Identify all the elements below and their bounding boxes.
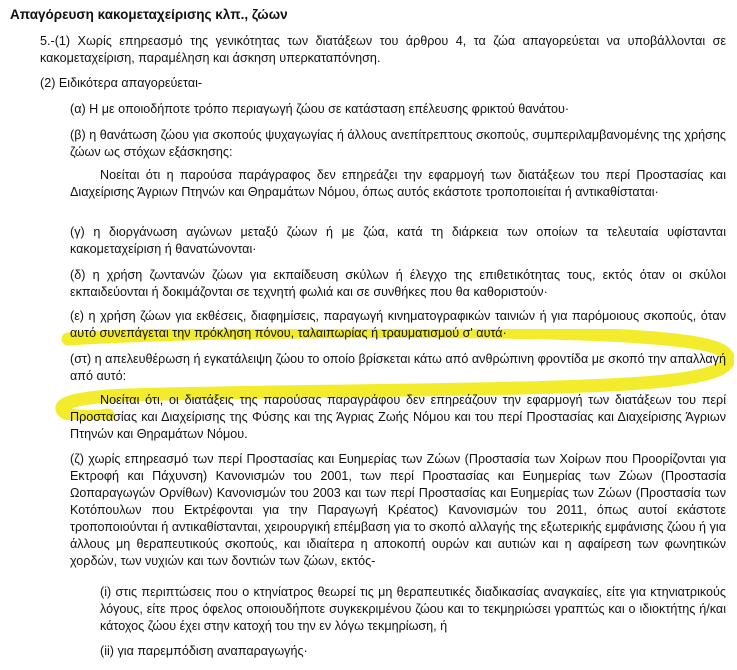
subitem-ii: (ii) για παρεμπόδιση αναπαραγωγής· xyxy=(100,644,308,658)
subitem-i: (i) στις περιπτώσεις που ο κτηνίατρος θεωρεί τις μη θεραπευτικές διαδικασίας αναγκαίες, είτε για κτηνιατρικούς λόγους, είτε προς όφελος οποιουδήποτε συγκεκριμένου ζώου και το τεκμηριώσει γραπτώς και ο ιδιοκτήτης ή/και κάτοχος ζώου έχει στην κατοχή του την εν λόγω τεκμηρίωση, ή xyxy=(100,585,726,633)
item-st-proviso: Νοείται ότι, οι διατάξεις της παρούσας παραγράφου δεν επηρεάζουν την εφαρμογή των διατάξεων του περί Προστασίας και Διαχείρισης της Φύσης και της Άγριας Ζωής Νόμου και του περί Προστασίας και Διαχείρισης Άγριων Πτηνών και Θηραμάτων Νόμου. xyxy=(70,393,726,441)
item-b: (β) η θανάτωση ζώου για σκοπούς ψυχαγωγίας ή άλλους ανεπίτρεπτους σκοπούς, συμπεριλαμβανομένης της χρήσης ζώων ως στόχων εξάσκησης: xyxy=(70,128,726,159)
item-a: (α) Η με οποιοδήποτε τρόπο περιαγωγή ζώου σε κατάσταση επέλευσης φρικτού θανάτου· xyxy=(70,102,570,116)
paragraph-5-1: 5.-(1) Χωρίς επηρεασμό της γενικότητας των διατάξεων του άρθρου 4, τα ζώα απαγορεύεται να υποβάλλονται σε κακομεταχείριση, παραμέληση και άσκηση υπερκαταπόνηση. xyxy=(40,34,726,65)
item-c: (γ) η διοργάνωση αγώνων μεταξύ ζώων ή με ζώα, κατά τη διάρκεια των οποίων τα τελευταία υφίστανται κακομεταχείριση ή θανατώνονται· xyxy=(70,225,726,256)
paragraph-2-intro: (2) Ειδικότερα απαγορεύεται- xyxy=(40,76,203,90)
item-d: (δ) η χρήση ζωντανών ζώων για εκπαίδευση σκύλων ή έλεγχο της επιθετικότητας τους, εκτός όταν οι σκύλοι εκπαιδεύονται ή δοκιμάζονται σε τεχνητή φωλιά και σε συνθήκες που θα καθοριστούν· xyxy=(70,268,726,299)
item-z: (ζ) χωρίς επηρεασμό των περί Προστασίας και Ευημερίας των Ζώων (Προστασία των Χοίρων που Προορίζονται για Εκτροφή και Πάχυνση) Κανονισμών του 2001, των περί Προστασίας και Ευημερίας των Ζώων (Προστασία Ωοπαραγωγών Ορνίθων) Κανονισμών του 2003 και των περί Προστασίας και Ευημερίας των Ζώων (Προστασία των Κοτόπουλων που Εκτρέφονται για την Παραγωγή Κρέατος) Κανονισμών του 2011, όπως αυτοί εκάστοτε τροποποιούνται ή αντικαθίστανται, χειρουργική επέμβαση για το σκοπό αλλαγής της εξωτερικής εμφάνισης ζώου ή για άλλους μη θεραπευτικούς σκοπούς, και ιδιαίτερα η αποκοπή ουρών και αυτιών και η αφαίρεση των φωνητικών χορδών, των νυχιών και των δοντιών των ζώων, εκτός- xyxy=(70,452,726,568)
article-title: Απαγόρευση κακομεταχείρισης κλπ., ζώων xyxy=(10,7,288,22)
item-st: (στ) η απελευθέρωση ή εγκατάλειψη ζώου το οποίο βρίσκεται κάτω από ανθρώπινη φροντίδα με σκοπό την απαλλαγή από αυτό: xyxy=(70,352,726,383)
item-b-proviso: Νοείται ότι η παρούσα παράγραφος δεν επηρεάζει την εφαρμογή των διατάξεων του περί Προστασίας και Διαχείρισης Άγριων Πτηνών και Θηραμάτων Νόμου, όπως αυτός εκάστοτε τροποποιείται ή αντικαθίσταται· xyxy=(70,168,726,199)
item-e: (ε) η χρήση ζώων για εκθέσεις, διαφημίσεις, παραγωγή κινηματογραφικών ταινιών ή για παρόμοιους σκοπούς, όταν αυτό συνεπάγεται την πρόκληση πόνου, ταλαιπωρίας ή τραυματισμού σ' αυτά· xyxy=(70,309,726,340)
